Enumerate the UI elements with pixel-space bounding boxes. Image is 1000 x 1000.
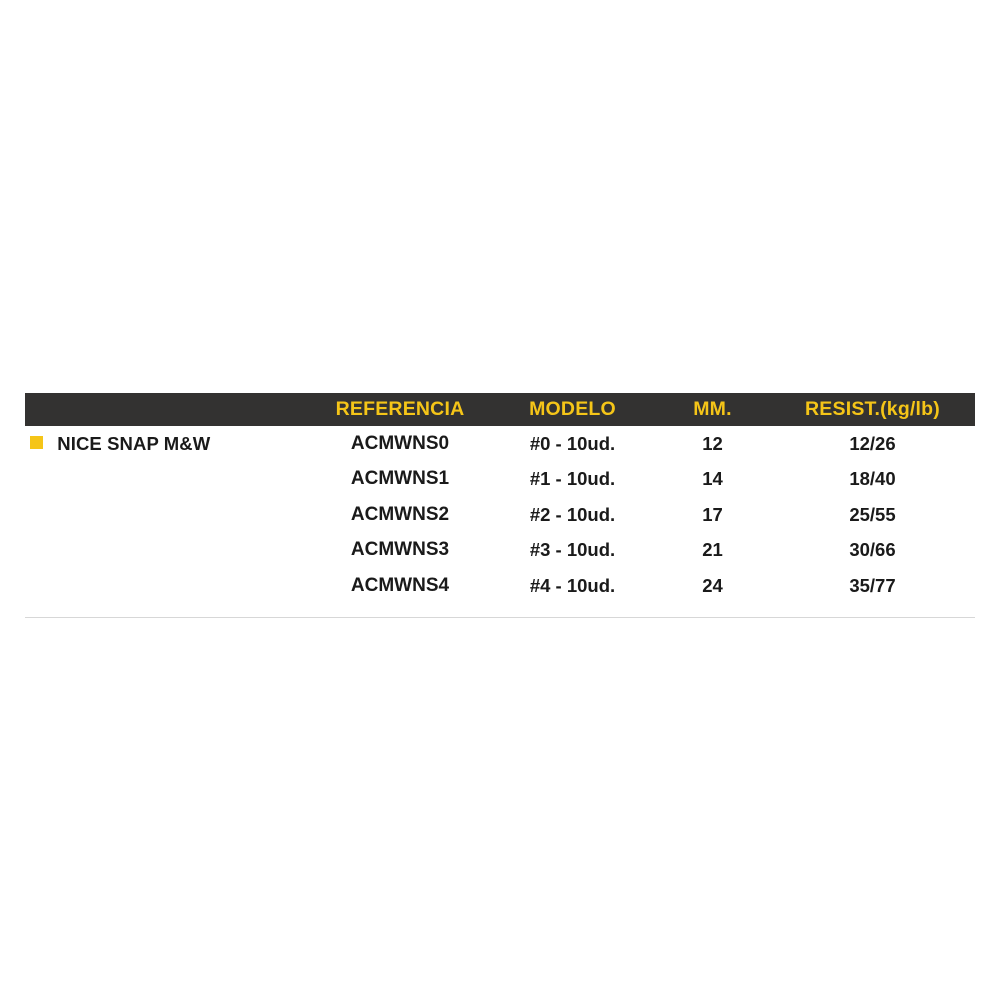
cell-mm: 17 [702,503,723,525]
cell-modelo: #0 - 10ud. [529,432,616,454]
cell-modelo: #1 - 10ud. [529,468,616,490]
cell-referencia: ACMWNS3 [350,539,450,561]
cell-resist: 12/26 [849,432,896,454]
cell-resist: 25/55 [849,503,896,525]
product-name-cell-empty [25,533,310,569]
product-name-cell-empty [25,568,310,604]
table-row [25,462,975,498]
table-row [25,533,975,569]
cell-resist: 30/66 [849,539,896,561]
cell-resist: 18/40 [849,468,896,490]
product-name-cell-empty [25,462,310,498]
column-header-resist: RESIST.(kg/lb) [805,398,940,420]
spec-table-head [25,393,975,426]
table-row [25,568,975,604]
cell-referencia: ACMWNS1 [350,468,450,490]
cell-modelo: #3 - 10ud. [529,539,616,561]
spec-table [25,393,975,604]
spec-table-header-row [25,393,975,426]
cell-modelo: #4 - 10ud. [529,574,616,596]
product-name-cell [25,426,310,462]
product-name-label: NICE SNAP M&W [57,432,211,454]
table-bottom-divider [25,617,975,618]
column-header-modelo: MODELO [529,398,616,420]
cell-mm: 21 [702,539,723,561]
column-header-mm: MM. [693,398,732,420]
cell-resist: 35/77 [849,574,896,596]
cell-mm: 24 [702,574,723,596]
spec-table-body [25,426,975,604]
spec-table-container [25,393,975,604]
column-header-referencia: REFERENCIA [335,398,465,420]
cell-mm: 14 [702,468,723,490]
product-name-cell-empty [25,497,310,533]
cell-referencia: ACMWNS4 [350,574,450,596]
cell-referencia: ACMWNS2 [350,503,450,525]
column-header-product [25,393,310,426]
cell-referencia: ACMWNS0 [350,432,450,454]
cell-modelo: #2 - 10ud. [529,503,616,525]
square-bullet-icon [30,436,43,449]
table-row [25,497,975,533]
cell-mm: 12 [702,432,723,454]
table-row [25,426,975,462]
